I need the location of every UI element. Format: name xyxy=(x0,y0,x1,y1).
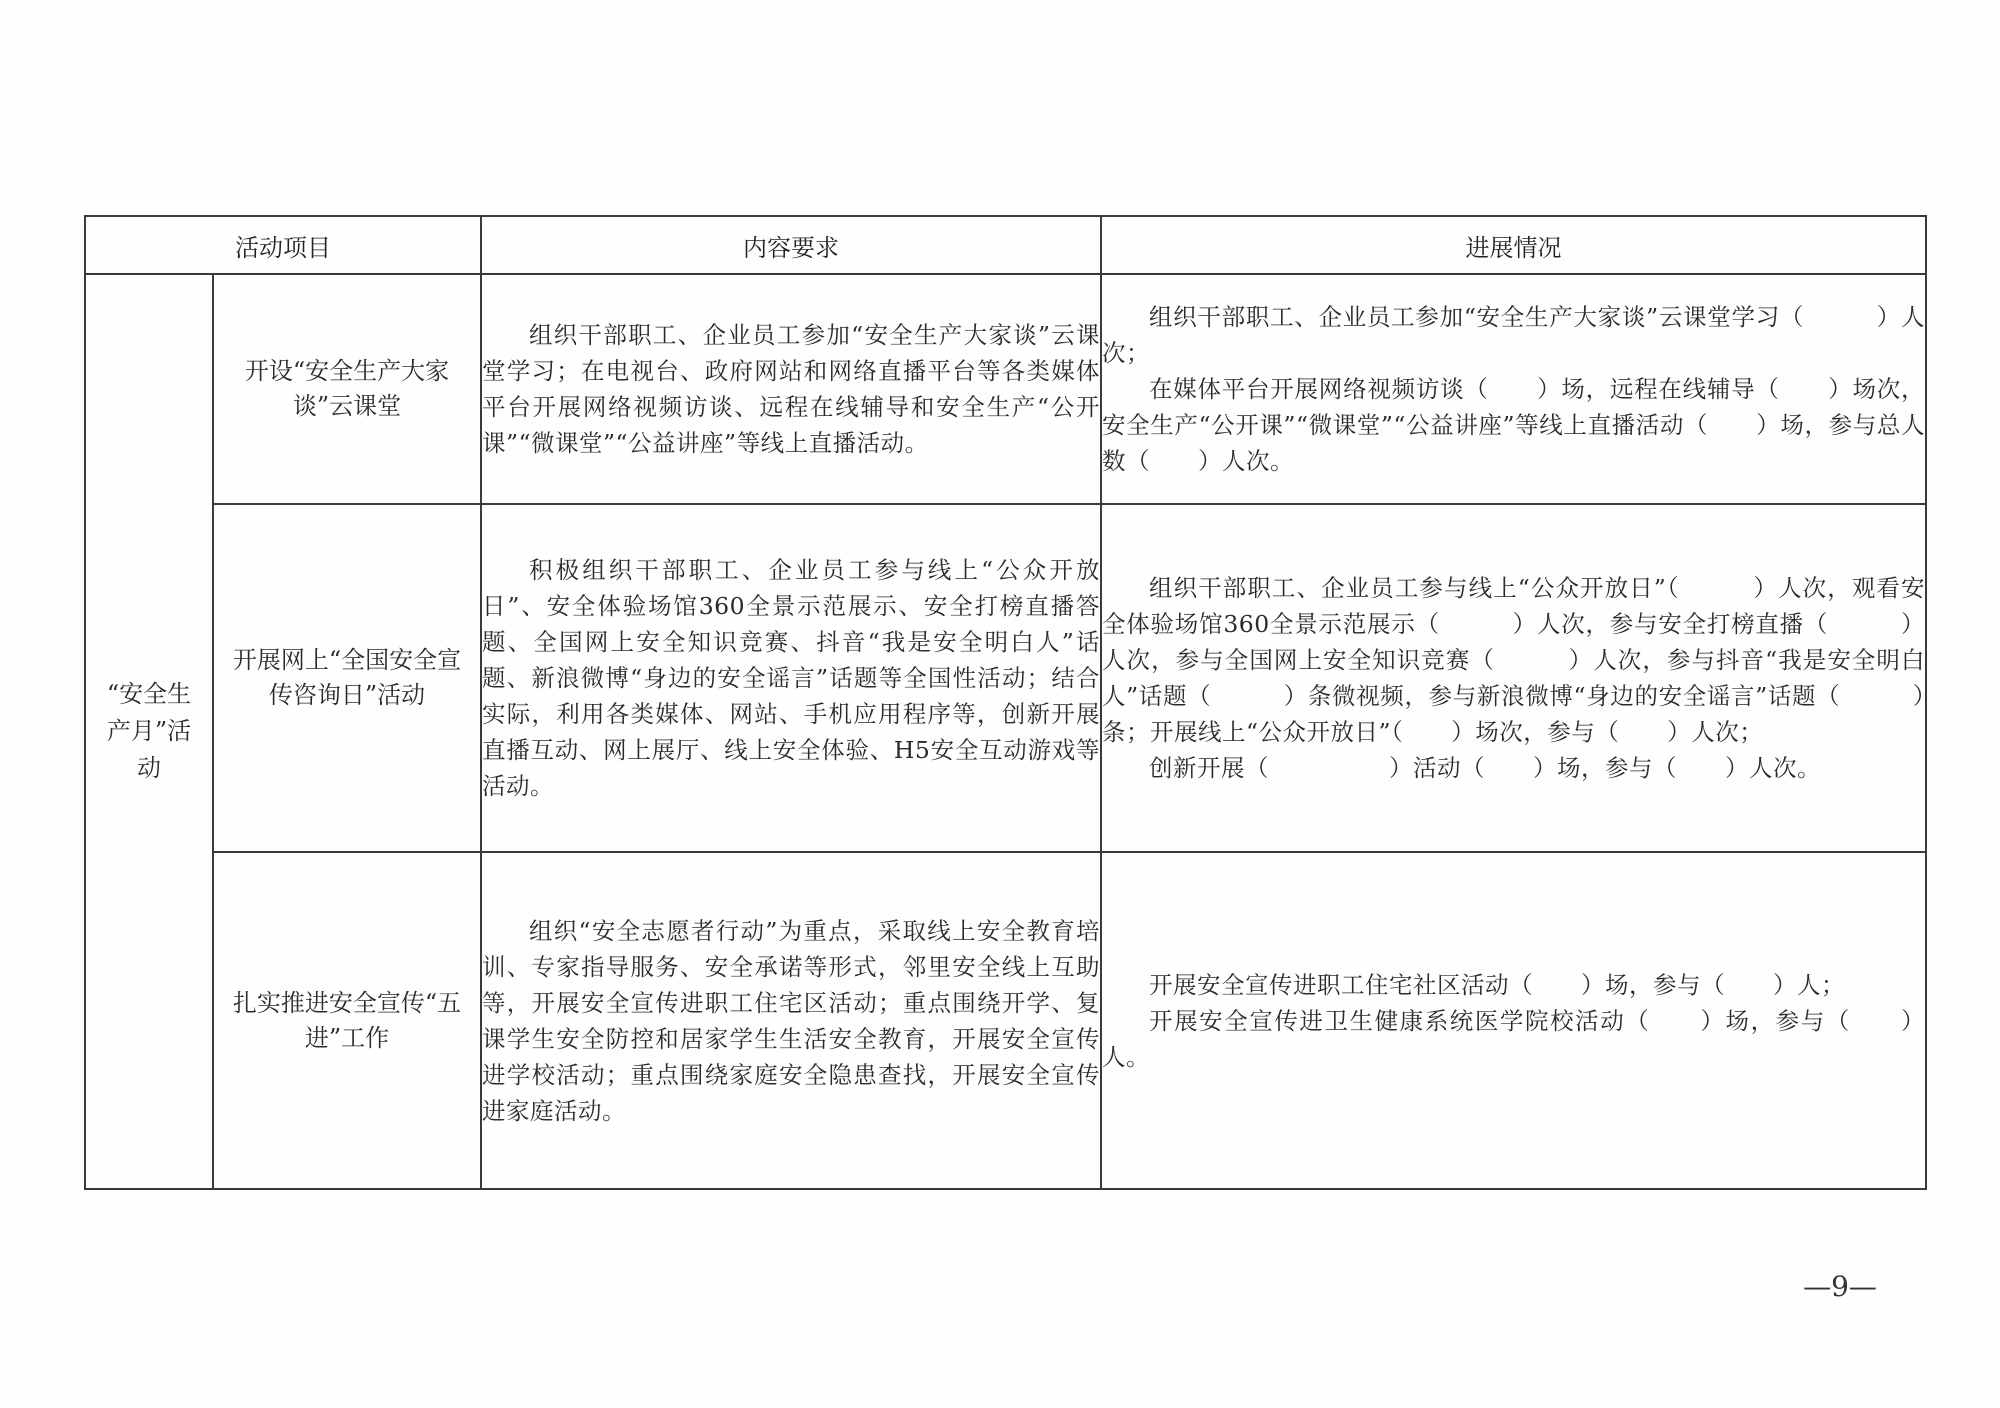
header-content-requirement: 内容要求 xyxy=(481,216,1101,274)
requirement-cell xyxy=(481,852,1101,1189)
progress-text: 在媒体平台开展网络视频访谈（ ）场，远程在线辅导（ ）场次，安全生产“公开课”“微课堂”“公益讲座”等线上直播活动（ ）场，参与总人数（ ）人次。 xyxy=(1102,375,1925,475)
item-cell xyxy=(213,274,481,504)
requirement-text: 组织干部职工、企业员工参加“安全生产大家谈”云课堂学习；在电视台、政府网站和网络直播平台等各类媒体平台开展网络视频访谈、远程在线辅导和安全生产“公开课”“微课堂”“公益讲座”等线上直播活动。 xyxy=(482,321,1100,457)
table-row xyxy=(85,504,1926,852)
header-progress: 进展情况 xyxy=(1101,216,1926,274)
category-cell xyxy=(85,274,213,1189)
progress-cell xyxy=(1101,274,1926,504)
progress-cell xyxy=(1101,852,1926,1189)
item-label: 开展网上“全国安全宣传咨询日”活动 xyxy=(232,646,462,709)
table-row xyxy=(85,274,1926,504)
requirement-cell xyxy=(481,274,1101,504)
progress-text: 组织干部职工、企业员工参加“安全生产大家谈”云课堂学习（ ）人次； xyxy=(1102,303,1925,367)
requirement-text: 积极组织干部职工、企业员工参与线上“公众开放日”、安全体验场馆360全景示范展示、安全打榜直播答题、全国网上安全知识竞赛、抖音“我是安全明白人”话题、新浪微博“身边的安全谣言”话题等全国性活动；结合实际，利用各类媒体、网站、手机应用程序等，创新开展直播互动、网上展厅、线上安全体验、H5安全互动游戏等活动。 xyxy=(482,556,1100,800)
progress-text: 组织干部职工、企业员工参与线上“公众开放日”（ ）人次，观看安全体验场馆360全景示范展示（ ）人次，参与安全打榜直播（ ）人次，参与全国网上安全知识竞赛（ ）人次，参与抖音“我是安全明白人”话题（ ）条微视频，参与新浪微博“身边的安全谣言”话题（ ）条；开展线上“公众开放日”（ ）场次，参与（ ）人次； xyxy=(1102,574,1925,746)
table-row xyxy=(85,852,1926,1189)
table-header-row xyxy=(85,216,1926,274)
header-activity-item: 活动项目 xyxy=(85,216,481,274)
item-cell xyxy=(213,852,481,1189)
category-label: “安全生产月”活动 xyxy=(106,680,192,782)
requirement-cell xyxy=(481,504,1101,852)
activity-table xyxy=(84,215,1927,1190)
progress-cell xyxy=(1101,504,1926,852)
item-cell xyxy=(213,504,481,852)
requirement-text: 组织“安全志愿者行动”为重点，采取线上安全教育培训、专家指导服务、安全承诺等形式，邻里安全线上互助等，开展安全宣传进职工住宅区活动；重点围绕开学、复课学生安全防控和居家学生生活安全教育，开展安全宣传进学校活动；重点围绕家庭安全隐患查找，开展安全宣传进家庭活动。 xyxy=(482,916,1100,1125)
page-number: —9— xyxy=(1803,1270,1877,1303)
progress-text: 开展安全宣传进职工住宅社区活动（ ）场，参与（ ）人； xyxy=(1149,970,1845,999)
progress-text: 创新开展（ ）活动（ ）场，参与（ ）人次。 xyxy=(1149,754,1821,782)
item-label: 开设“安全生产大家谈”云课堂 xyxy=(244,357,450,420)
progress-text: 开展安全宣传进卫生健康系统医学院校活动（ ）场，参与（ ）人。 xyxy=(1102,1006,1925,1071)
item-label: 扎实推进安全宣传“五进”工作 xyxy=(232,988,462,1052)
